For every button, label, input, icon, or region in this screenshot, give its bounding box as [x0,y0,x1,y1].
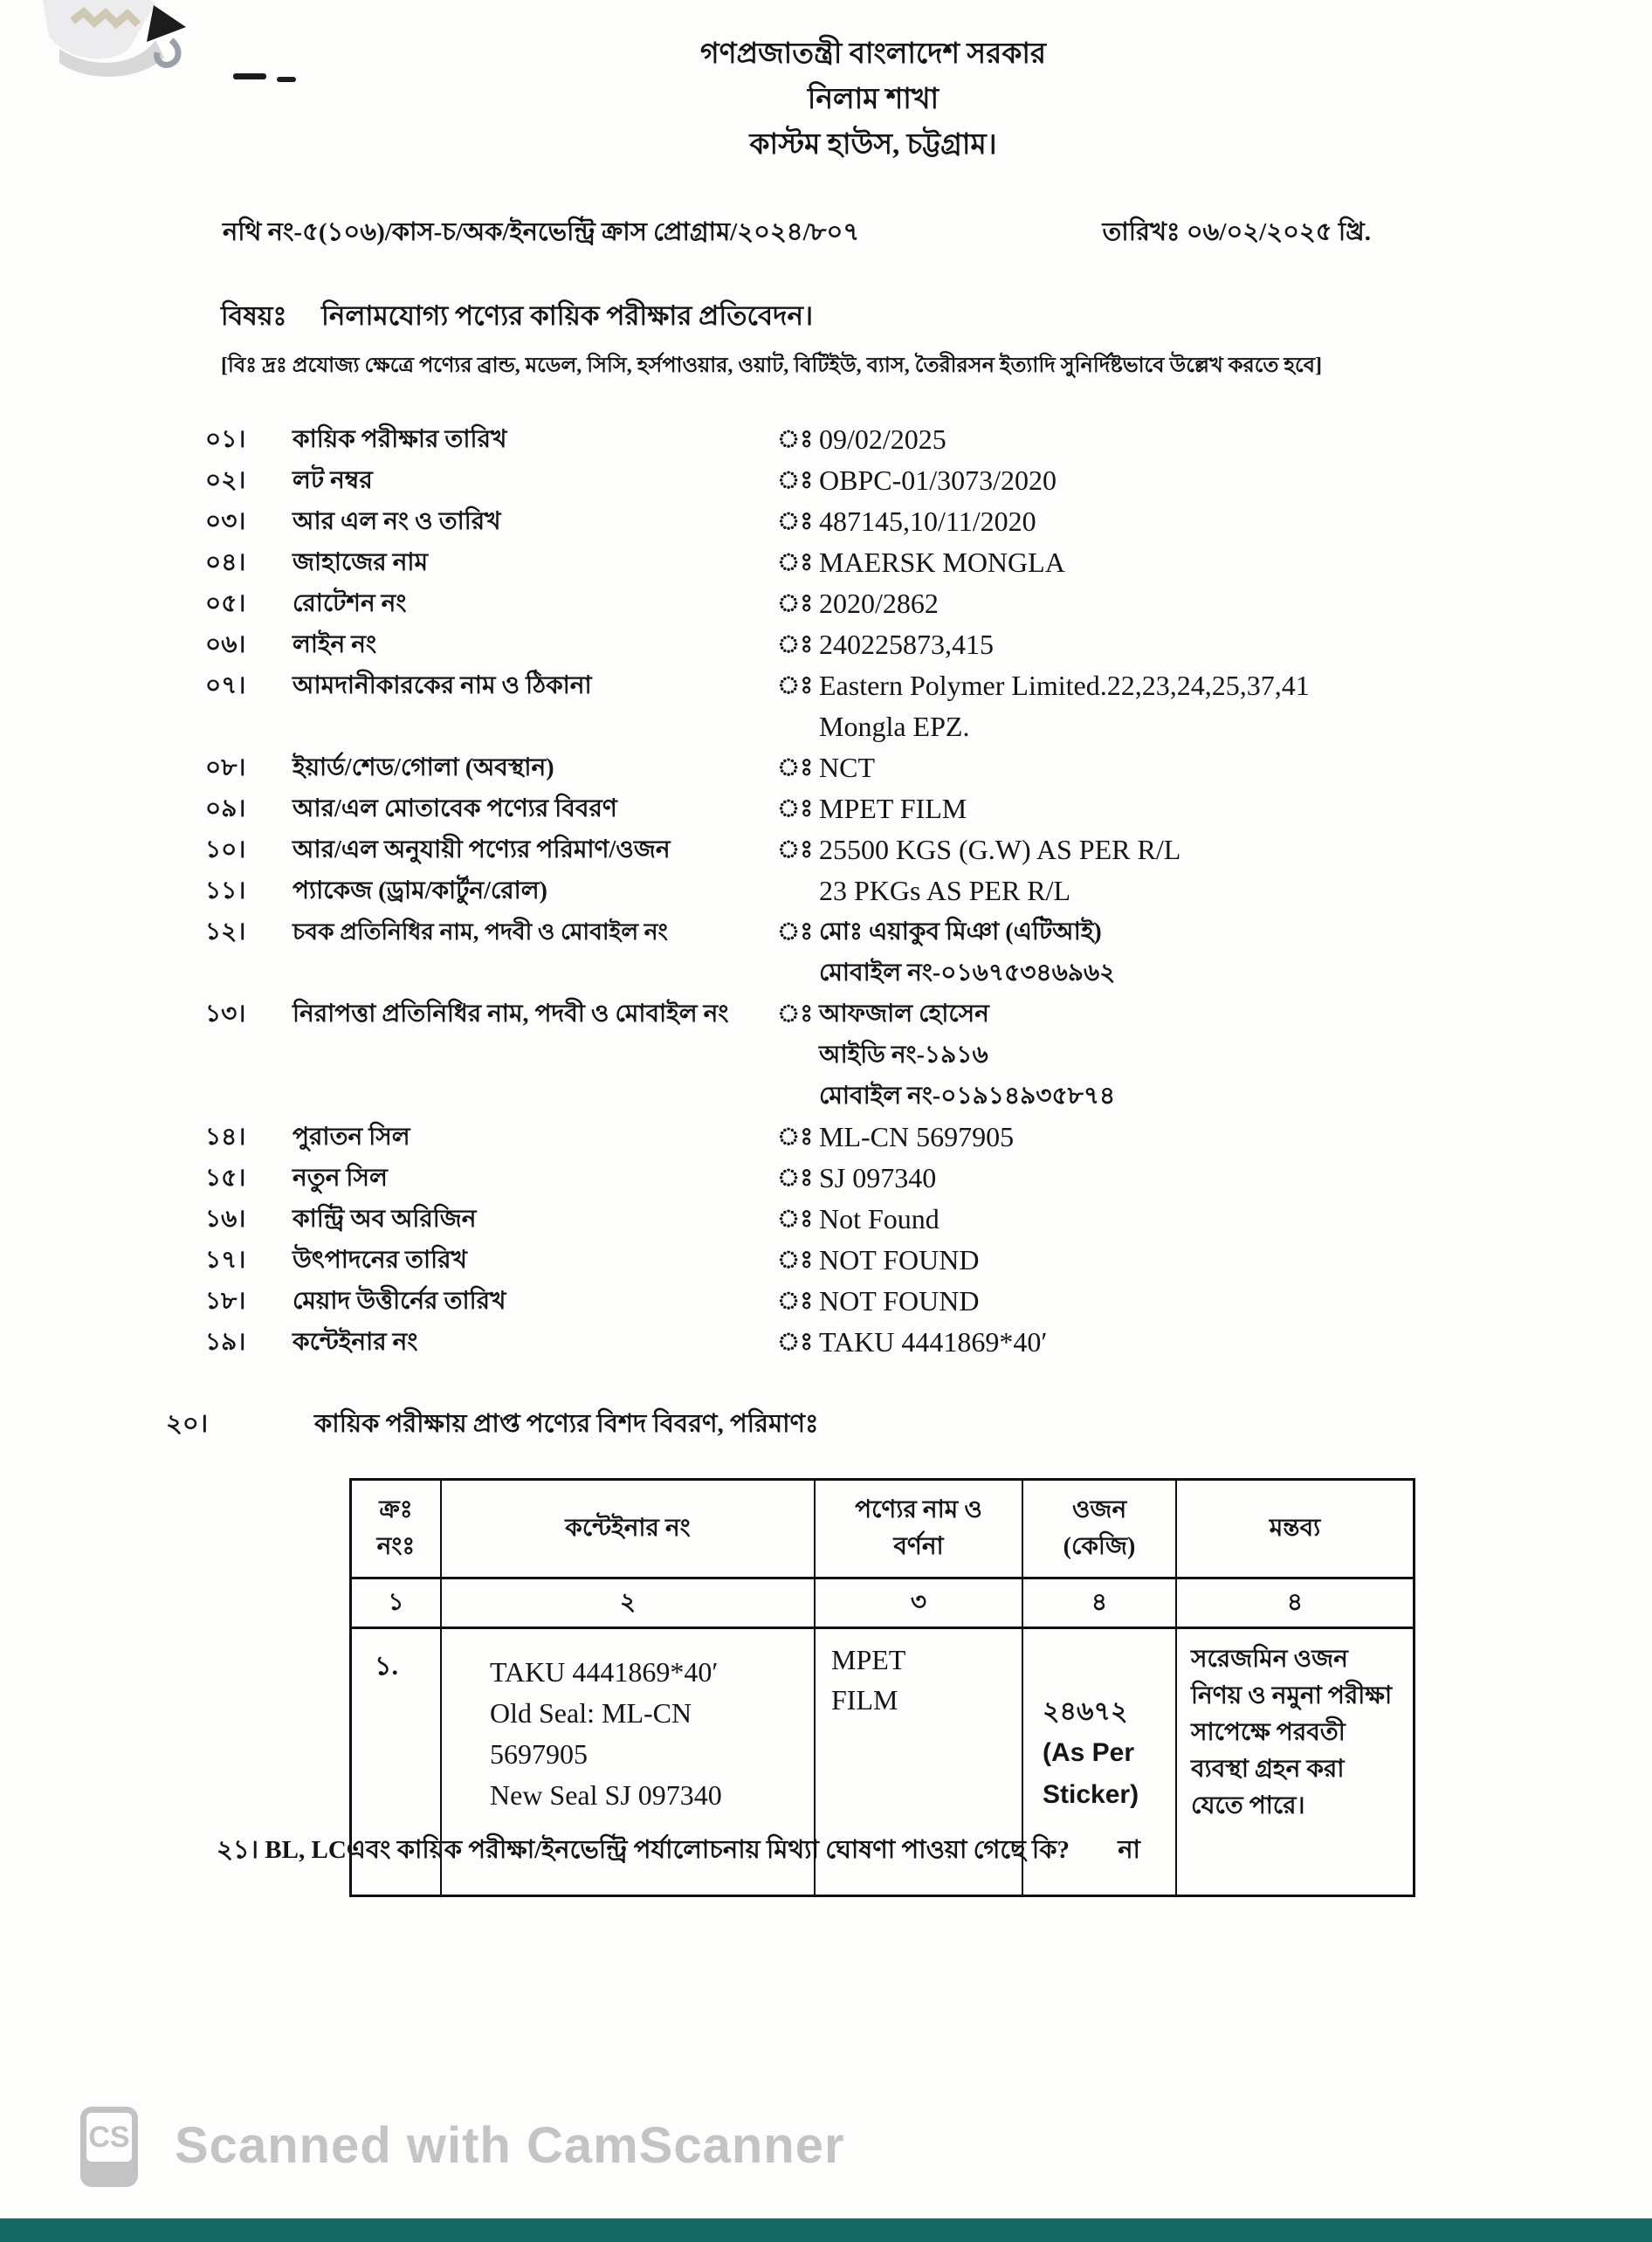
section21-row [217,1830,1140,1873]
item-row-11 [205,870,1497,911]
item-row-15 [205,1158,1497,1199]
section20-title: কায়িক পরীক্ষায় প্রাপ্ত পণ্যের বিশদ বিবরণ, পরিমাণঃ [314,1410,819,1438]
item-value: 240225873,415 [819,629,994,660]
item-label: উৎপাদনের তারিখ [293,1247,467,1274]
header-government-line: গণপ্রজাতন্ত্রী বাংলাদেশ সরকার [699,38,1047,70]
item-colon: ঃ [777,1124,814,1151]
section20-row [166,1404,819,1447]
cell-line: MPET [831,1644,906,1675]
item-label: আর/এল অনুযায়ী পণ্যের পরিমাণ/ওজন [293,836,671,863]
item-label: আর/এল মোতাবেক পণ্যের বিবরণ [293,795,617,822]
item-label: মেয়াদ উত্তীর্নের তারিখ [293,1288,506,1315]
item-value: মোবাইল নং-০১৯১৪৯৩৫৮৭৪ [819,1083,1116,1110]
item-no: ০৫। [205,590,246,617]
col-header-line: নংঃ [376,1533,416,1560]
item-row-14 [205,1117,1497,1158]
item-no: ০৮। [205,754,246,781]
item-no: ০৯। [205,795,246,822]
cell-remarks: সরেজমিন ওজন নিণয় ও নমুনা পরীক্ষা সাপেক্ষে পরবতী ব্যবস্থা গ্রহন করা যেতে পারে। [1191,1646,1393,1819]
item-value: ML-CN 5697905 [819,1121,1015,1152]
file-number: নথি নং-৫(১০৬)/কাস-চ/অক/ইনভেন্ট্রি ক্রাস প্রোগ্রাম/২০২৪/৮০৭ [223,218,860,246]
item-label: পুরাতন সিল [293,1124,410,1151]
item-no: ১৪। [205,1124,246,1151]
item-value: Eastern Polymer Limited.22,23,24,25,37,41 [819,670,1310,701]
item-no: ১৩। [205,1001,246,1028]
file-row [223,212,1371,255]
item-label: রোটেশন নং [293,590,407,617]
item-value: 2020/2862 [819,588,939,619]
item-row-02 [205,460,1497,501]
col-header-weight [1023,1481,1177,1579]
item-label: ইয়ার্ড/শেড/গোলা (অবস্থান) [293,754,554,781]
file-date: তারিখঃ ০৬/০২/২০২৫ খ্রি. [1102,218,1371,246]
col-header-line: বর্ণনা [893,1533,944,1560]
item-value: NOT FOUND [819,1244,980,1276]
item-value: OBPC-01/3073/2020 [819,464,1057,496]
item-row-03 [205,501,1497,542]
col-header-line: ওজন [1071,1496,1127,1523]
weight-note-line: Sticker) [1043,1780,1139,1809]
item-value: NOT FOUND [819,1285,980,1317]
item-colon: ঃ [777,467,814,494]
item-no: ১৯। [205,1329,246,1356]
item-no: ১৭। [205,1247,246,1274]
item-colon: ঃ [777,918,814,946]
item-colon: ঃ [777,1247,814,1274]
col-header-goods [816,1481,1023,1579]
col-header-line: কন্টেইনার নং [565,1515,691,1542]
item-label: কায়িক পরীক্ষার তারিখ [293,426,507,453]
item-label: কান্ট্রি অব অরিজিন [293,1206,477,1233]
item-no: ০৩। [205,508,246,535]
subject-row [221,295,813,340]
item-row-18 [205,1281,1497,1322]
item-no: ০৪। [205,549,246,576]
item-no: ০৭। [205,672,246,699]
item-value: আইডি নং-১৯১৬ [819,1042,988,1069]
document-header [0,31,1652,168]
cell-line: TAKU 4441869*40′ [490,1656,719,1688]
item-value: MPET FILM [819,793,967,824]
cell-line: Old Seal: ML-CN [490,1697,692,1729]
item-colon: ঃ [777,1329,814,1356]
item-label: প্যাকেজ (ড্রাম/কার্টুন/রোল) [293,877,547,904]
col-number: ৪ [1023,1579,1177,1629]
item-colon: ঃ [777,549,814,576]
col-header-remarks [1177,1481,1413,1579]
col-header-line: ক্রঃ [379,1496,413,1523]
item-label: জাহাজের নাম [293,549,429,576]
item-value: আফজাল হোসেন [819,1001,989,1028]
item-row-13 [205,994,1497,1117]
item-no: ১০। [205,836,246,863]
item-label: আর এল নং ও তারিখ [293,508,501,535]
item-value: 25500 KGS (G.W) AS PER R/L [819,834,1181,865]
item-value: 23 PKGs AS PER R/L [819,875,1071,906]
item-colon: ঃ [777,631,814,658]
header-office-line: কাস্টম হাউস, চট্টগ্রাম। [749,129,997,161]
item-row-09 [205,788,1497,829]
camscanner-watermark-text: Scanned with CamScanner [175,2117,845,2174]
subject-text: নিলামযোগ্য পণ্যের কায়িক পরীক্ষার প্রতিবেদন। [321,300,814,331]
cell-line: FILM [831,1684,898,1716]
item-colon: ঃ [777,836,814,863]
table-header-row [352,1481,1413,1579]
item-colon: ঃ [777,426,814,453]
item-row-01 [205,419,1497,460]
item-colon: ঃ [777,795,814,822]
subject-label: বিষয়ঃ [221,302,287,331]
camscanner-icon [80,2107,138,2187]
col-header-line: (কেজি) [1063,1533,1136,1560]
item-row-19 [205,1322,1497,1363]
col-number: ৪ [1177,1579,1413,1629]
item-label: কন্টেইনার নং [293,1329,418,1356]
item-row-17 [205,1240,1497,1281]
item-colon: ঃ [777,590,814,617]
item-value: 09/02/2025 [819,423,946,455]
item-colon: ঃ [777,508,814,535]
item-row-07 [205,665,1497,747]
item-value: মোঃ এয়াকুব মিঞা (এটিআই) [819,918,1102,946]
item-colon: ঃ [777,1001,814,1028]
item-no: ১৮। [205,1288,246,1315]
item-no: ১২। [205,918,246,946]
col-header-line: পণ্যের নাম ও [855,1496,982,1523]
item-label: নতুন সিল [293,1165,388,1192]
item-value: Mongla EPZ. [819,711,970,742]
table-column-numbers-row [352,1579,1413,1629]
camscanner-logo-letters: CS [86,2113,132,2162]
item-label: নিরাপত্তা প্রতিনিধির নাম, পদবী ও মোবাইল নং [293,1001,729,1028]
item-row-16 [205,1199,1497,1240]
item-value: SJ 097340 [819,1162,937,1193]
item-row-04 [205,542,1497,583]
item-no: ১৬। [205,1206,246,1233]
item-label: লাইন নং [293,631,377,658]
item-no: ০২। [205,467,246,494]
item-value: মোবাইল নং-০১৬৭৫৩৪৬৯৬২ [819,959,1116,987]
cell-line: 5697905 [490,1738,588,1770]
weight-value: ২৪৬৭২ [1043,1697,1128,1726]
section21-answer: না [1118,1836,1140,1864]
item-value: NCT [819,752,875,783]
note-text: [বিঃ দ্রঃ প্রযোজ্য ক্ষেত্রে পণ্যের ব্রান্ড, মডেল, সিসি, হর্সপাওয়ার, ওয়াট, বিটিইউ, ব্যাস, তৈরীরসন ইত্যাদি সুনির্দিষ্টভাবে উল্লেখ করতে হবে] [221,354,1322,377]
cell-line: New Seal SJ 097340 [490,1779,722,1811]
col-number: ১ [352,1579,442,1629]
header-branch-line: নিলাম শাখা [807,84,940,115]
item-row-10 [205,829,1497,870]
item-label: আমদানীকারকের নাম ও ঠিকানা [293,672,592,699]
item-value: TAKU 4441869*40′ [819,1326,1048,1358]
cell-serial: ১. [352,1629,442,1895]
item-no: ০৬। [205,631,246,658]
item-no: ১১। [205,877,246,904]
col-header-container [442,1481,816,1579]
item-colon: ঃ [777,754,814,781]
item-row-05 [205,583,1497,624]
item-row-06 [205,624,1497,665]
item-colon: ঃ [777,1288,814,1315]
item-label: চবক প্রতিনিধির নাম, পদবী ও মোবাইল নং [293,918,668,945]
item-no: ০১। [205,426,246,453]
item-label: লট নম্বর [293,467,373,494]
item-row-12 [205,911,1497,994]
item-value: Not Found [819,1203,940,1234]
section20-no: ২০। [166,1410,209,1438]
item-colon: ঃ [777,1206,814,1233]
section21-question: ২১। BL, LCএবং কায়িক পরীক্ষা/ইনভেন্ট্রি পর্যালোচনায় মিথ্যা ঘোষণা পাওয়া গেছে কি? [217,1836,1070,1864]
item-no: ১৫। [205,1165,246,1192]
weight-note-line: (As Per [1043,1738,1135,1767]
item-colon: ঃ [777,672,814,699]
col-header-serial [352,1481,442,1579]
col-header-line: মন্তব্য [1269,1515,1321,1542]
item-value: MAERSK MONGLA [819,547,1065,578]
bottom-teal-bar [0,2218,1652,2242]
col-number: ৩ [816,1579,1023,1629]
col-number: ২ [442,1579,816,1629]
item-row-08 [205,747,1497,788]
item-value: 487145,10/11/2020 [819,505,1036,537]
item-colon: ঃ [777,1165,814,1192]
items-list [205,419,1497,1363]
